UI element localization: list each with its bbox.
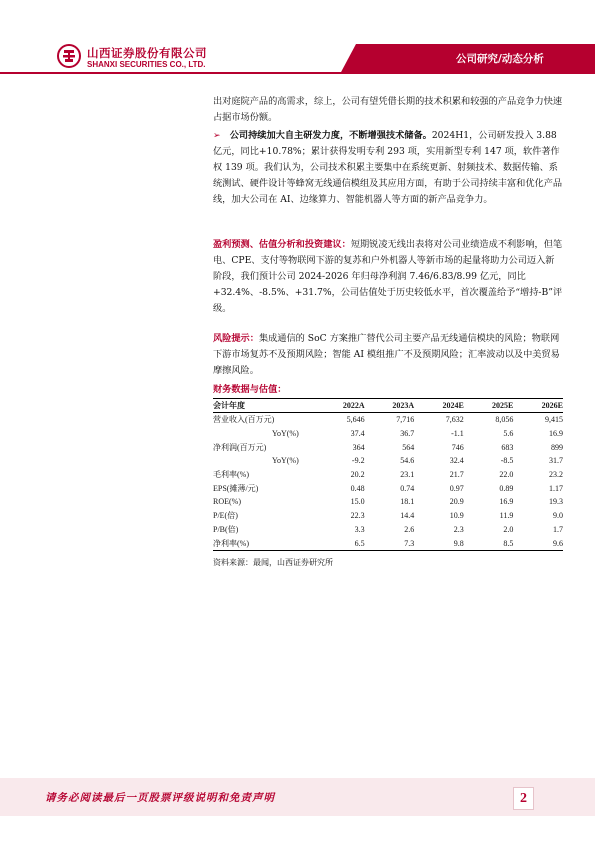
- table-cell: 8,056: [495, 415, 514, 425]
- table-row: [213, 495, 563, 509]
- table-cell: 0.74: [400, 483, 415, 493]
- page-number: 2: [513, 787, 534, 810]
- rd-text: 2024H1，公司研发投入 3.88 亿元，同比+10.78%；累计获得发明专利 293 项，实用新型专利 147 项，软件著作权 139 项。我们认为，公司技术积累主要集中在系统更新、射频技术、数据传输、系统测试、硬件设计等蜂窝无线通信模组及其应用方面，有助于公司持续丰富和优化产品线，加大公司在 AI、边缘算力、智能机器人等方面的新产品竞争力。: [213, 130, 563, 205]
- table-cell: 0.89: [499, 483, 514, 493]
- company-logo-icon: [57, 44, 81, 68]
- table-cell: -1.1: [451, 429, 464, 439]
- paragraph-forecast: [213, 237, 563, 317]
- table-header-cell: 2024E: [414, 399, 464, 413]
- table-cell: 6.5: [315, 536, 365, 550]
- table-cell: 2.6: [404, 524, 415, 534]
- table-cell: 22.0: [499, 470, 514, 480]
- table-cell: 746: [451, 442, 464, 452]
- paragraph-risk: [213, 331, 563, 379]
- table-cell: 3.3: [354, 524, 365, 534]
- table-cell: 1.7: [553, 524, 563, 534]
- table-row: [213, 454, 563, 468]
- table-cell: 0.97: [449, 483, 464, 493]
- forecast-text: 短期锐凌无线出表将对公司业绩造成不利影响，但笔电、CPE、支付等物联网下游的复苏和户外机器人等新市场的起量将助力公司迈入新阶段，我们预计公司 2024-2026 年归母净利润 7.46/6.83/8.99 亿元，同比+32.4%、-8.5%、+31.7%，公司估值处于历史较低水平，首次覆盖给予“增持-B”评级。: [213, 239, 563, 314]
- table-cell: 54.6: [400, 456, 415, 466]
- table-cell: 20.9: [449, 497, 464, 507]
- risk-text: 集成通信的 SoC 方案推广替代公司主要产品无线通信模块的风险；物联网下游市场复苏不及预期风险；智能 AI 模组推广不及预期风险；汇率波动以及中美贸易摩擦风险。: [213, 333, 560, 376]
- table-cell: 14.4: [400, 511, 415, 521]
- paragraph-rd: [213, 128, 563, 208]
- table-cell: -8.5: [500, 456, 514, 466]
- table-body: [213, 413, 563, 551]
- table-cell: 5.6: [503, 429, 514, 439]
- table-cell: 32.4: [449, 456, 464, 466]
- table-cell: 899: [551, 442, 563, 452]
- table-header-cell: 2026E: [513, 399, 563, 413]
- company-name-en: SHANXI SECURITIES CO., LTD.: [87, 60, 206, 69]
- risk-heading: 风险提示：: [213, 333, 259, 344]
- page-header: [0, 0, 595, 82]
- table-cell: 0.48: [350, 483, 365, 493]
- table-row-label: EPS(摊薄/元): [213, 483, 259, 493]
- table-cell: 9.6: [513, 536, 563, 550]
- table-cell: 16.9: [499, 497, 514, 507]
- table-row-label: 净利率(%): [213, 536, 315, 550]
- table-row: [213, 440, 563, 454]
- report-type-label: 公司研究/动态分析: [456, 53, 544, 65]
- table-row: [213, 468, 563, 482]
- company-name-cn: 山西证券股份有限公司: [87, 46, 207, 60]
- table-cell: 21.7: [449, 470, 464, 480]
- table-cell: 15.0: [350, 497, 365, 507]
- table-cell: 2.3: [453, 524, 464, 534]
- table-cell: 18.1: [400, 497, 415, 507]
- table-row: [213, 481, 563, 495]
- table-cell: 23.2: [549, 470, 563, 480]
- table-row-label: 营业收入(百万元): [213, 415, 275, 425]
- table-row-label: 净利润(百万元): [213, 442, 267, 452]
- table-row: [213, 523, 563, 537]
- table-cell: 9.8: [414, 536, 464, 550]
- table-row-label: ROE(%): [213, 497, 241, 507]
- table-row: [213, 427, 563, 441]
- table-header-cell: 2022A: [315, 399, 365, 413]
- table-header-row: [213, 399, 563, 413]
- table-cell: 8.5: [464, 536, 514, 550]
- rd-heading: 公司持续加大自主研发力度，不断增强技术储备。: [229, 130, 432, 141]
- bullet-arrow-icon: ➢: [213, 130, 221, 141]
- table-cell: 7.3: [365, 536, 415, 550]
- table-cell: 5,646: [346, 415, 365, 425]
- financial-table: [213, 398, 563, 551]
- table-cell: 7,632: [445, 415, 464, 425]
- table-cell: 19.3: [549, 497, 563, 507]
- table-row-label: YoY(%): [272, 429, 299, 439]
- table-row: [213, 536, 563, 550]
- table-row: [213, 509, 563, 523]
- table-cell: 37.4: [350, 429, 365, 439]
- table-header-cell: 2023A: [365, 399, 415, 413]
- table-cell: 1.17: [549, 483, 563, 493]
- disclaimer-note: 请务必阅读最后一页股票评级说明和免责声明: [45, 792, 275, 804]
- table-row-label: 毛利率(%): [213, 470, 249, 480]
- table-source-note: 资料来源：最闻，山西证券研究所: [213, 558, 333, 567]
- paragraph-intro: 出对庭院产品的高需求，综上，公司有望凭借长期的技术积累和较强的产品竞争力快速占据市场份额。: [213, 96, 563, 123]
- table-header-cell: 2025E: [464, 399, 514, 413]
- table-cell: 22.3: [350, 511, 365, 521]
- table-cell: 364: [352, 442, 365, 452]
- table-row-label: YoY(%): [272, 456, 299, 466]
- table-cell: 36.7: [400, 429, 415, 439]
- table-cell: 564: [402, 442, 415, 452]
- table-cell: 7,716: [396, 415, 415, 425]
- table-cell: 11.9: [499, 511, 514, 521]
- table-header-cell: 会计年度: [213, 399, 315, 413]
- table-title: 财务数据与估值：: [213, 384, 287, 395]
- table-cell: 9.0: [553, 511, 563, 521]
- table-cell: 683: [501, 442, 514, 452]
- table-row: [213, 413, 563, 427]
- table-cell: 9,415: [545, 415, 563, 425]
- forecast-heading: 盈利预测、估值分析和投资建议：: [213, 239, 351, 250]
- table-cell: 23.1: [400, 470, 415, 480]
- table-cell: 31.7: [549, 456, 563, 466]
- table-cell: 10.9: [449, 511, 464, 521]
- table-row-label: P/E(倍): [213, 511, 238, 521]
- table-cell: -9.2: [351, 456, 365, 466]
- table-row-label: P/B(倍): [213, 524, 239, 534]
- table-cell: 20.2: [350, 470, 365, 480]
- table-cell: 2.0: [503, 524, 514, 534]
- table-cell: 16.9: [549, 429, 563, 439]
